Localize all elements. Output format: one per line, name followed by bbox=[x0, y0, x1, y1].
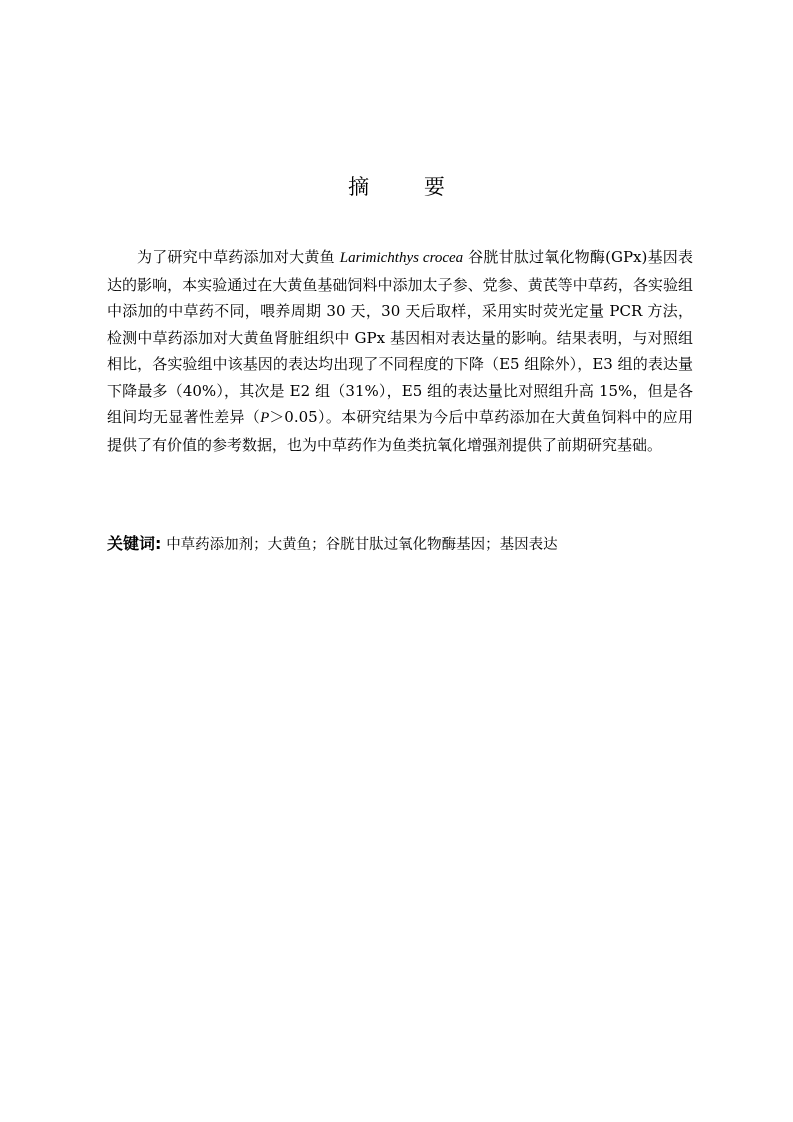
keywords-value: 中草药添加剂；大黄鱼；谷胱甘肽过氧化物酶基因；基因表达 bbox=[166, 537, 558, 553]
abstract-title: 摘 要 bbox=[348, 175, 469, 199]
keywords-line bbox=[107, 531, 693, 558]
species-latin-name: Larimichthys crocea bbox=[339, 250, 464, 266]
abstract-text-part1: 为了研究中草药添加对大黄鱼 bbox=[137, 248, 340, 266]
abstract-text-part2: 谷胱甘肽过氧化物酶(GPx)基因表达的影响，本实验通过在大黄鱼基础饲料中添加太子参、党参、黄芪等中草药，各实验组中添加的中草药不同，喂养周期 30 天，30 天后取样，采用实时荧光定量 PCR 方法，检测中草药添加对大黄鱼肾脏组织中 GPx 基因相对表达量的影响。结果表明，与对照组相比，各实验组中该基因的表达均出现了不同程度的下降（E5 组除外），E3 组的表达量下降最多（40%），其次是 E2 组（31%），E5 组的表达量比对照组升高 15%，但是各组间均无显著性差异（ bbox=[107, 248, 693, 426]
abstract-text-part3: ＞0.05）。本研究结果为今后中草药添加在大黄鱼饲料中的应用提供了有价值的参考数据，也为中草药作为鱼类抗氧化增强剂提供了前期研究基础。 bbox=[107, 408, 693, 454]
p-value-symbol: P bbox=[260, 410, 270, 426]
keywords-label: 关键词: bbox=[107, 534, 162, 553]
abstract-body bbox=[107, 244, 693, 458]
